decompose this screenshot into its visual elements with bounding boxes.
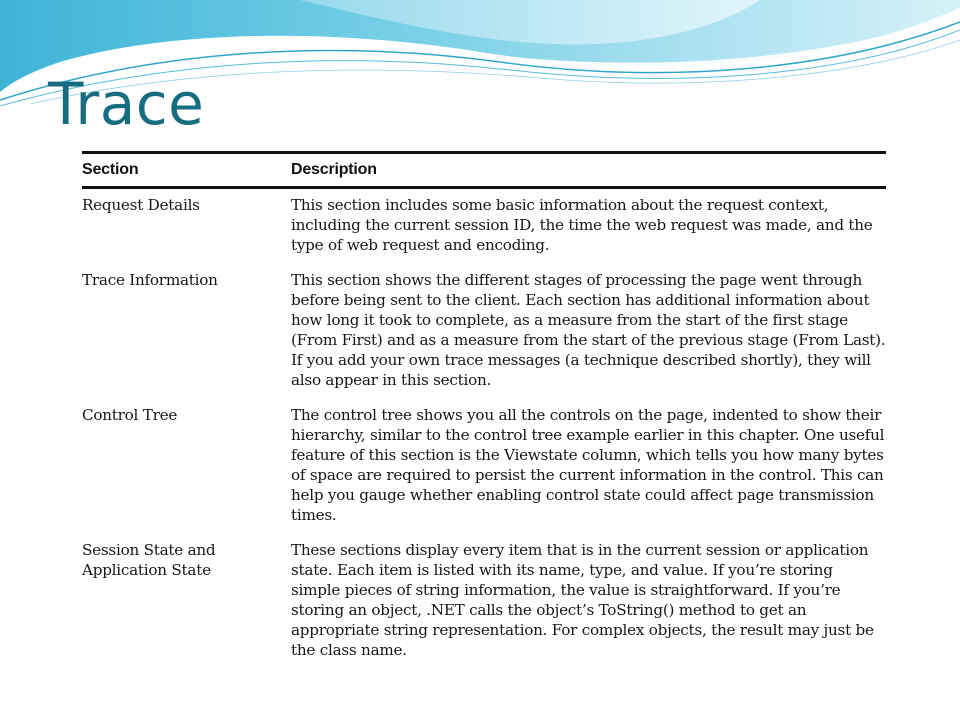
table-row (82, 540, 886, 664)
section-name: Control Tree (82, 406, 178, 424)
column-header-section: Section (82, 161, 139, 178)
table-row (82, 188, 886, 271)
slide-title: Trace (48, 70, 205, 138)
table-row (82, 405, 886, 540)
trace-sections-table (82, 151, 886, 664)
table-row (82, 270, 886, 405)
table-panel (74, 146, 894, 658)
section-description: This section includes some basic information about the request context, including the current session ID, the time the web request was made, and the type of web request and encoding. (291, 196, 873, 254)
table-header-row (82, 153, 886, 188)
section-description: The control tree shows you all the controls on the page, indented to show their hierarchy, similar to the control tree example earlier in this chapter. One useful feature of this section is the Viewstate column, which tells you how many bytes of space are required to persist the current information in the control. This can help you gauge whether enabling control state could affect page transmission times. (291, 406, 885, 524)
section-name: Request Details (82, 196, 200, 214)
section-name: Trace Information (82, 271, 218, 289)
section-name: Session State and Application State (82, 541, 216, 579)
column-header-description: Description (291, 161, 377, 178)
section-description: This section shows the different stages of processing the page went through before being sent to the client. Each section has additional information about how long it took to complete, as a measure from the start of the first stage (From First) and as a measure from the start of the previous stage (From Last). If you add your own trace messages (a technique described shortly), they will also appear in this section. (291, 271, 886, 389)
section-description: These sections display every item that is in the current session or application state. Each item is listed with its name, type, and value. If you’re storing simple pieces of string information, the value is straightforward. If you’re storing an object, .NET calls the object’s ToString() method to get an appropriate string representation. For complex objects, the result may just be the class name. (291, 541, 874, 659)
